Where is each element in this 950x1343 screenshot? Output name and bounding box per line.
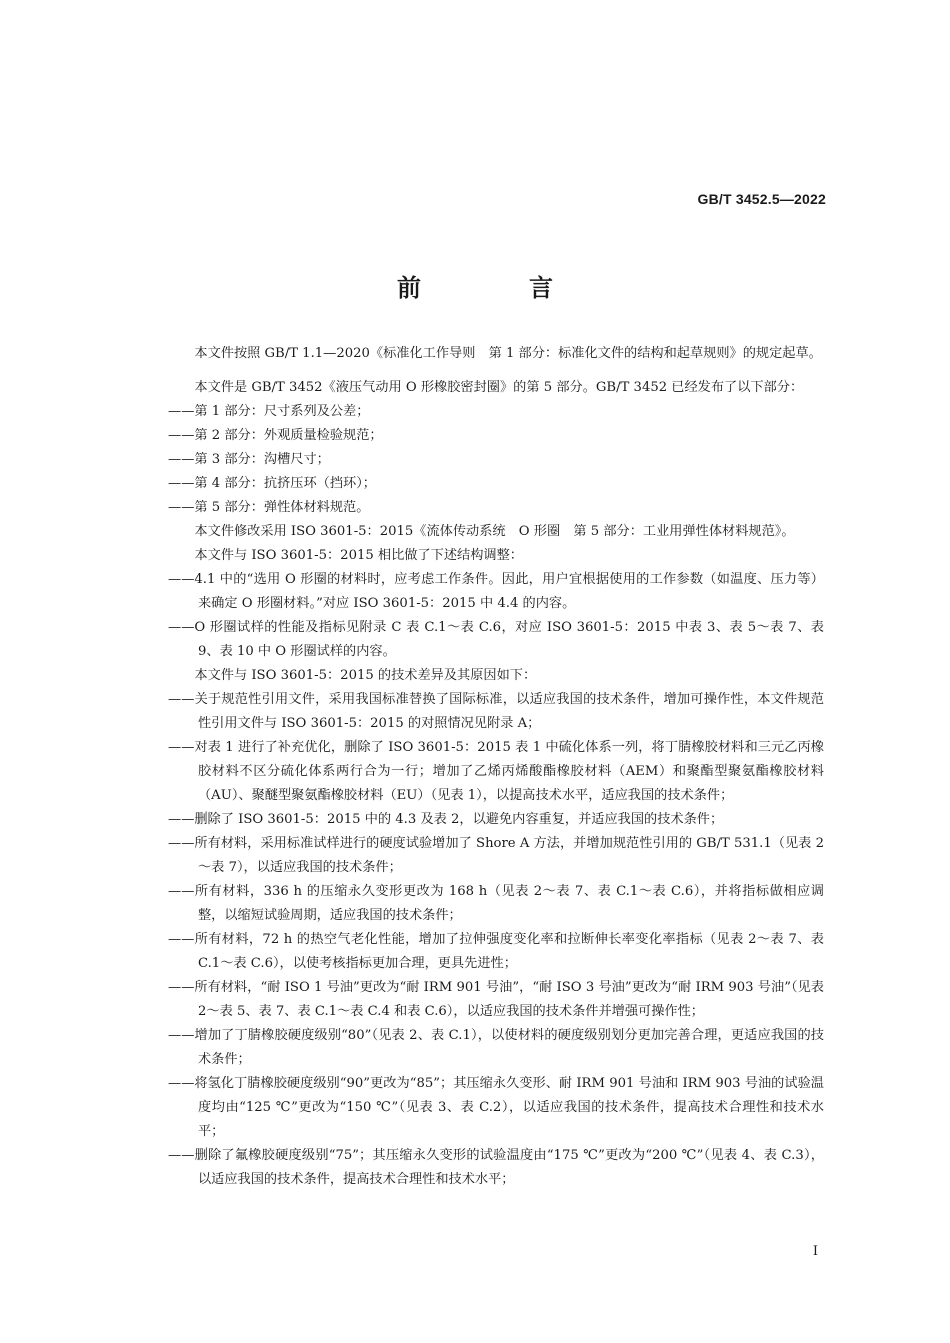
list-item: ——所有材料，“耐 ISO 1 号油”更改为“耐 IRM 901 号油”，“耐 ISO 3 号油”更改为“耐 IRM 903 号油”（见表 2～表 5、表 7、表 C.1～表 C.4 和表 C.6），以适应我国的技术条件并增强可操作性；: [168, 980, 824, 1019]
technical-differences-list: [168, 688, 824, 1192]
list-item: ——4.1 中的“选用 O 形圈的材料时，应考虑工作条件。因此，用户宜根据使用的工作参数（如温度、压力等）来确定 O 形圈材料。”对应 ISO 3601-5：2015 中 4.4 的内容。: [168, 572, 824, 611]
list-item: ——第 3 部分：沟槽尺寸；: [168, 452, 330, 467]
page-title: 前 言: [397, 273, 595, 302]
list-item: ——删除了氟橡胶硬度级别“75”；其压缩永久变形的试验温度由“175 ℃”更改为“200 ℃”（见表 4、表 C.3），以适应我国的技术条件，提高技术合理性和技术水平；: [168, 1148, 824, 1187]
list-item: ——第 4 部分：抗挤压环（挡环）；: [168, 476, 376, 491]
standard-code: GB/T 3452.5—2022: [697, 191, 826, 207]
list-item: ——O 形圈试样的性能及指标见附录 C 表 C.1～表 C.6，对应 ISO 3601-5：2015 中表 3、表 5～表 7、表 9、表 10 中 O 形圈试样的内容。: [168, 620, 824, 659]
list-item: ——增加了丁腈橡胶硬度级别“80”（见表 2、表 C.1），以使材料的硬度级别划分更加完善合理，更适应我国的技术条件；: [168, 1028, 824, 1067]
parts-list: [168, 400, 824, 520]
paragraph-drafting-rules: 本文件按照 GB/T 1.1—2020《标准化工作导则 第 1 部分：标准化文件的结构和起草规则》的规定起草。: [194, 346, 822, 361]
list-item: ——第 2 部分：外观质量检验规范；: [168, 428, 383, 443]
list-item: ——所有材料，72 h 的热空气老化性能，增加了拉伸强度变化率和拉断伸长率变化率指标（见表 2～表 7、表 C.1～表 C.6），以使考核指标更加合理，更具先进性；: [168, 932, 824, 971]
document-body: [168, 342, 824, 1192]
paragraph-structure-intro: 本文件与 ISO 3601-5：2015 相比做了下述结构调整：: [194, 548, 523, 563]
structure-changes-list: [168, 568, 824, 664]
list-item: ——所有材料，采用标准试样进行的硬度试验增加了 Shore A 方法，并增加规范性引用的 GB/T 531.1（见表 2～表 7），以适应我国的技术条件；: [168, 836, 824, 875]
paragraph-tech-diff-intro: 本文件与 ISO 3601-5：2015 的技术差异及其原因如下：: [194, 668, 537, 683]
list-item: ——删除了 ISO 3601-5：2015 中的 4.3 及表 2，以避免内容重复，并适应我国的技术条件；: [168, 812, 724, 827]
list-item: ——第 5 部分：弹性体材料规范。: [168, 500, 370, 515]
paragraph-series-intro: 本文件是 GB/T 3452《液压气动用 O 形橡胶密封圈》的第 5 部分。GB/T 3452 已经发布了以下部分：: [194, 380, 804, 395]
list-item: ——所有材料，336 h 的压缩永久变形更改为 168 h（见表 2～表 7、表 C.1～表 C.6），并将指标做相应调整，以缩短试验周期，适应我国的技术条件；: [168, 884, 824, 923]
list-item: ——对表 1 进行了补充优化，删除了 ISO 3601-5：2015 表 1 中硫化体系一列，将丁腈橡胶材料和三元乙丙橡胶材料不区分硫化体系两行合为一行；增加了乙烯丙烯酸酯橡胶材料（AEM）和聚酯型聚氨酯橡胶材料（AU）、聚醚型聚氨酯橡胶材料（EU）（见表 1），以提高技术水平，适应我国的技术条件；: [168, 740, 824, 803]
list-item: ——第 1 部分：尺寸系列及公差；: [168, 404, 370, 419]
list-item: ——关于规范性引用文件，采用我国标准替换了国际标准，以适应我国的技术条件，增加可操作性，本文件规范性引用文件与 ISO 3601-5：2015 的对照情况见附录 A；: [168, 692, 824, 731]
page-number: I: [812, 1244, 818, 1259]
paragraph-adoption: 本文件修改采用 ISO 3601-5：2015《流体传动系统 O 形圈 第 5 部分：工业用弹性体材料规范》。: [194, 524, 795, 539]
list-item: ——将氢化丁腈橡胶硬度级别“90”更改为“85”；其压缩永久变形、耐 IRM 901 号油和 IRM 903 号油的试验温度均由“125 ℃”更改为“150 ℃”（见表 3、表 C.2），以适应我国的技术条件，提高技术合理性和技术水平；: [168, 1076, 824, 1139]
